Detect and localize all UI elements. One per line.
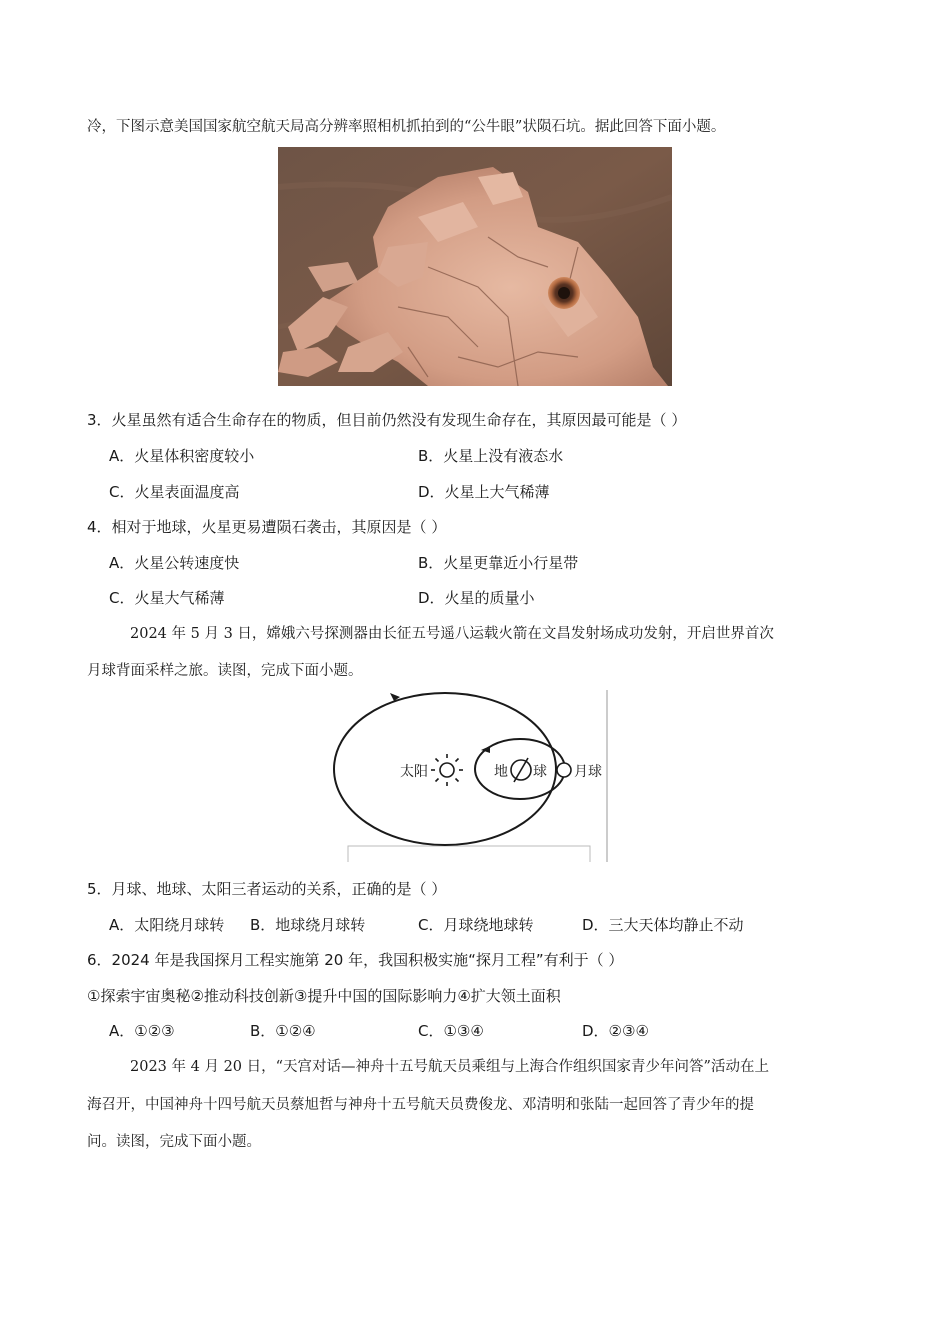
q4-stem: 4．相对于地球，火星更易遭陨石袭击，其原因是（ ）: [87, 518, 447, 536]
q3-option-a[interactable]: A．火星体积密度较小: [109, 447, 255, 465]
q5-stem: 5．月球、地球、太阳三者运动的关系，正确的是（ ）: [87, 880, 447, 898]
crater-photo: [278, 147, 672, 386]
q6-option-c[interactable]: C．①③④: [418, 1022, 484, 1040]
q3-stem: 3．火星虽然有适合生命存在的物质，但目前仍然没有发现生命存在，其原因最可能是（ ）: [87, 411, 687, 429]
sun-icon: [431, 754, 463, 786]
earth-label-left: 地: [494, 764, 508, 780]
q5-option-a[interactable]: A．太阳绕月球转: [109, 916, 225, 934]
q6-option-b[interactable]: B．①②④: [250, 1022, 316, 1040]
q5-option-d[interactable]: D．三大天体均静止不动: [582, 916, 744, 934]
q6-items: ①探索宇宙奥秘②推动科技创新③提升中国的国际影响力④扩大领土面积: [87, 987, 561, 1005]
passage2-line2: 月球背面采样之旅。读图，完成下面小题。: [87, 663, 363, 679]
q4-option-a[interactable]: A．火星公转速度快: [109, 554, 240, 572]
frame-bottom-box: [348, 846, 590, 862]
q4-option-d[interactable]: D．火星的质量小: [418, 589, 535, 607]
q3-option-b[interactable]: B．火星上没有液态水: [418, 447, 564, 465]
passage3-line2: 海召开，中国神舟十四号航天员蔡旭哲与神舟十五号航天员费俊龙、邓清明和张陆一起回答了青少年的提: [87, 1097, 754, 1113]
passage3-line3: 问。读图，完成下面小题。: [87, 1134, 261, 1150]
q5-option-b[interactable]: B．地球绕月球转: [250, 916, 366, 934]
q3-option-c[interactable]: C．火星表面温度高: [109, 483, 240, 501]
q5-option-c[interactable]: C．月球绕地球转: [418, 916, 534, 934]
moon-icon: [557, 763, 571, 777]
orbit-diagram: [300, 688, 630, 866]
passage3-line1: 2023 年 4 月 20 日，“天宫对话—神舟十五号航天员乘组与上海合作组织国家青少年问答”活动在上: [130, 1059, 769, 1075]
q6-option-d[interactable]: D．②③④: [582, 1022, 649, 1040]
earth-icon: [511, 758, 531, 782]
earth-label-right: 球: [533, 764, 547, 780]
q4-option-c[interactable]: C．火星大气稀薄: [109, 589, 225, 607]
passage2-line1: 2024 年 5 月 3 日，嫦娥六号探测器由长征五号遥八运载火箭在文昌发射场成功发射，开启世界首次: [130, 626, 774, 642]
q3-option-d[interactable]: D．火星上大气稀薄: [418, 483, 550, 501]
moon-label: 月球: [574, 764, 602, 780]
sun-label: 太阳: [400, 764, 428, 780]
q6-option-a[interactable]: A．①②③: [109, 1022, 175, 1040]
q6-stem: 6．2024 年是我国探月工程实施第 20 年，我国积极实施“探月工程”有利于（ ）: [87, 951, 624, 969]
q4-option-b[interactable]: B．火星更靠近小行星带: [418, 554, 579, 572]
intro-line: 冷，下图示意美国国家航空航天局高分辨率照相机抓拍到的“公牛眼”状陨石坑。据此回答下面小题。: [87, 119, 726, 135]
